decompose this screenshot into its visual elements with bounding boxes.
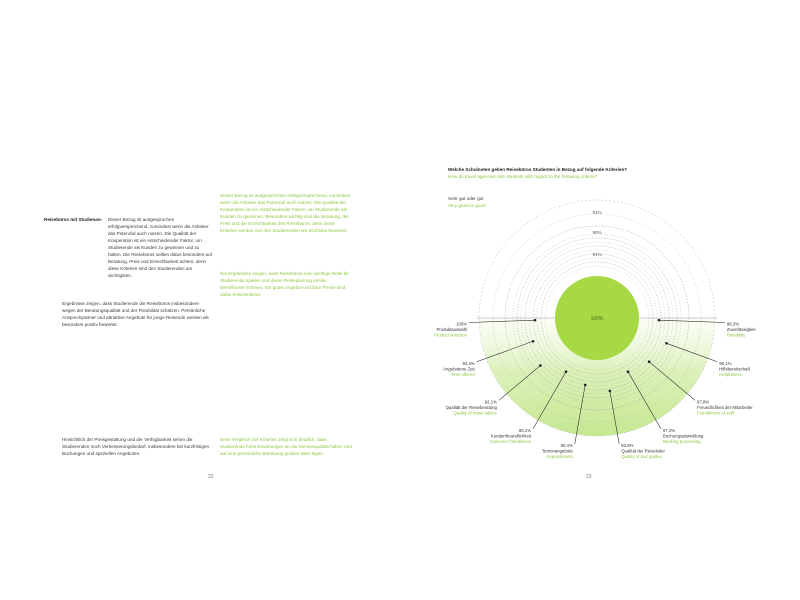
criterion-value: 97,2% (663, 427, 676, 433)
criterion-label-de: Buchungsabwicklung (663, 433, 704, 439)
criterion-value: 80,4% (560, 443, 573, 449)
spoke-dot (648, 360, 651, 363)
spoke-dot (665, 342, 668, 345)
criterion-label-de: Qualität der Reiseberatung (445, 404, 497, 410)
criterion-value: 92,1% (484, 399, 497, 405)
criterion-label-en: Booking processing (663, 438, 701, 444)
criterion-label-de: Terminangebote (541, 448, 573, 454)
criterion-label-de: Produktauswahl (436, 326, 468, 332)
criterion-label-en: Helpfulness (719, 371, 742, 377)
spoke-dot (534, 319, 537, 322)
spoke-dot (565, 370, 568, 373)
criterion-value: 97,8% (697, 399, 710, 405)
criterion-value: 83,8% (621, 443, 634, 449)
criterion-label-de: Zuverlässigkeit (726, 326, 756, 332)
spoke-dot (658, 319, 661, 322)
page-number-right: 23 (586, 474, 592, 480)
chart-subtitle: How do travel agencies rate students with regard to the following criteria? (448, 174, 598, 179)
intro-label: Reisebüros mit Studienan- (44, 217, 103, 222)
criterion-label-de: Angebotene Zeit (443, 366, 475, 372)
criterion-label-en: Customer friendliness (489, 438, 531, 444)
page-number-left: 22 (208, 474, 214, 480)
body-paragraph-2: Ergebnisse zeigen, dass Studierende die Reisebüros insbesondere wegen der Beratungsqualität und der Flexibilität schätzen. Persönliche Ansprechpartner und attraktive Angebote für junge Reisende werden als besonders positiv bewertet. (62, 301, 209, 327)
criterion-label-en: Time offered (450, 371, 475, 377)
bottom-paragraph: Hinsichtlich der Preisgestaltung und der Verfügbarkeit sehen die Studierenden noch Verbesserungsbedarf, insbesondere bei kurzfristigen Buchungen und speziellen Angeboten. (62, 437, 210, 456)
spoke-dot (532, 340, 535, 343)
legend-de: Sehr gut oder gut (448, 196, 484, 201)
spoke-dot (539, 364, 542, 367)
criterion-label-de: Kundenfreundlichkeit (490, 433, 531, 439)
center-label: 100% (590, 316, 604, 322)
spoke-dot (609, 390, 612, 393)
green-column-2: Die Ergebnisse zeigen, dass Reisebüros eine wichtige Rolle für Studierende spielen und deren Reiseplanung positiv beeinflussen können. Ein gutes Angebot und faire Preise sind dabei entscheidend. (220, 271, 349, 297)
criterion-label-de: Freundlichkeit der Mitarbeiter (697, 404, 753, 410)
ring-label: 91% (592, 252, 602, 257)
spoke-dot (584, 384, 587, 387)
criterion-label-en: Product selection (434, 332, 468, 338)
legend-en: Very good or good (448, 203, 486, 208)
criterion-label-en: Reliability (726, 332, 746, 338)
criterion-value: 94,4% (462, 360, 475, 366)
criterion-label-en: Appointments (546, 454, 573, 460)
green-column-1: Dieser Bezug ist ausgesprochen erfolgversprechend, zumindest wenn die Anbieter das Potenzial auch nutzen. Die Qualität der Kooperation ist ein entscheidender Faktor, um Studierende als Kunden zu gewinnen. Besonders wichtig sind die Beratung, der Preis und die Erreichbarkeit des Reisebüros, denn diese Kriterien werden von den Studierenden am höchsten bewertet. (220, 193, 351, 233)
ring-label: 91% (592, 210, 602, 215)
intro-paragraph: Dieser Bezug ist ausgesprochen erfolgversprechend, zumindest wenn die Anbieter das Potenzial auch nutzen. Die Qualität der Kooperation ist ein entscheidender Faktor, um Studierende als Kunden zu gewinnen und zu halten. Die Reisebüros sollten dabei besonders auf Beratung, Preis und Erreichbarkeit achten, denn diese Kriterien sind den Studierenden am wichtigsten. (108, 217, 212, 278)
spoke-dot (627, 370, 630, 373)
ring-label: 90% (592, 230, 602, 235)
chart-title: Welche Schulnoten geben Reisebüros Studenten in Bezug auf folgende Kriterien? (448, 167, 628, 172)
criterion-value: 96,1% (719, 360, 732, 366)
criterion-label-en: Quality of tour guides (621, 454, 662, 460)
criterion-value: 86,1% (518, 427, 531, 433)
bottom-green-paragraph: Beim Vergleich der Kriterien zeigt sich deutlich, dass Studierende hohe Erwartungen an die Servicequalität haben und auf eine persönliche Betreuung großen Wert legen. (220, 437, 352, 456)
criterion-label-en: Friendliness of staff (697, 410, 735, 416)
criterion-value: 100% (456, 321, 468, 327)
criterion-label-de: Hilfsbereitschaft (719, 366, 750, 372)
criterion-label-en: Quality of travel advice (453, 410, 497, 416)
criterion-value: 98,3% (726, 321, 740, 327)
criterion-label-de: Qualität der Reiseleiter (621, 448, 665, 454)
